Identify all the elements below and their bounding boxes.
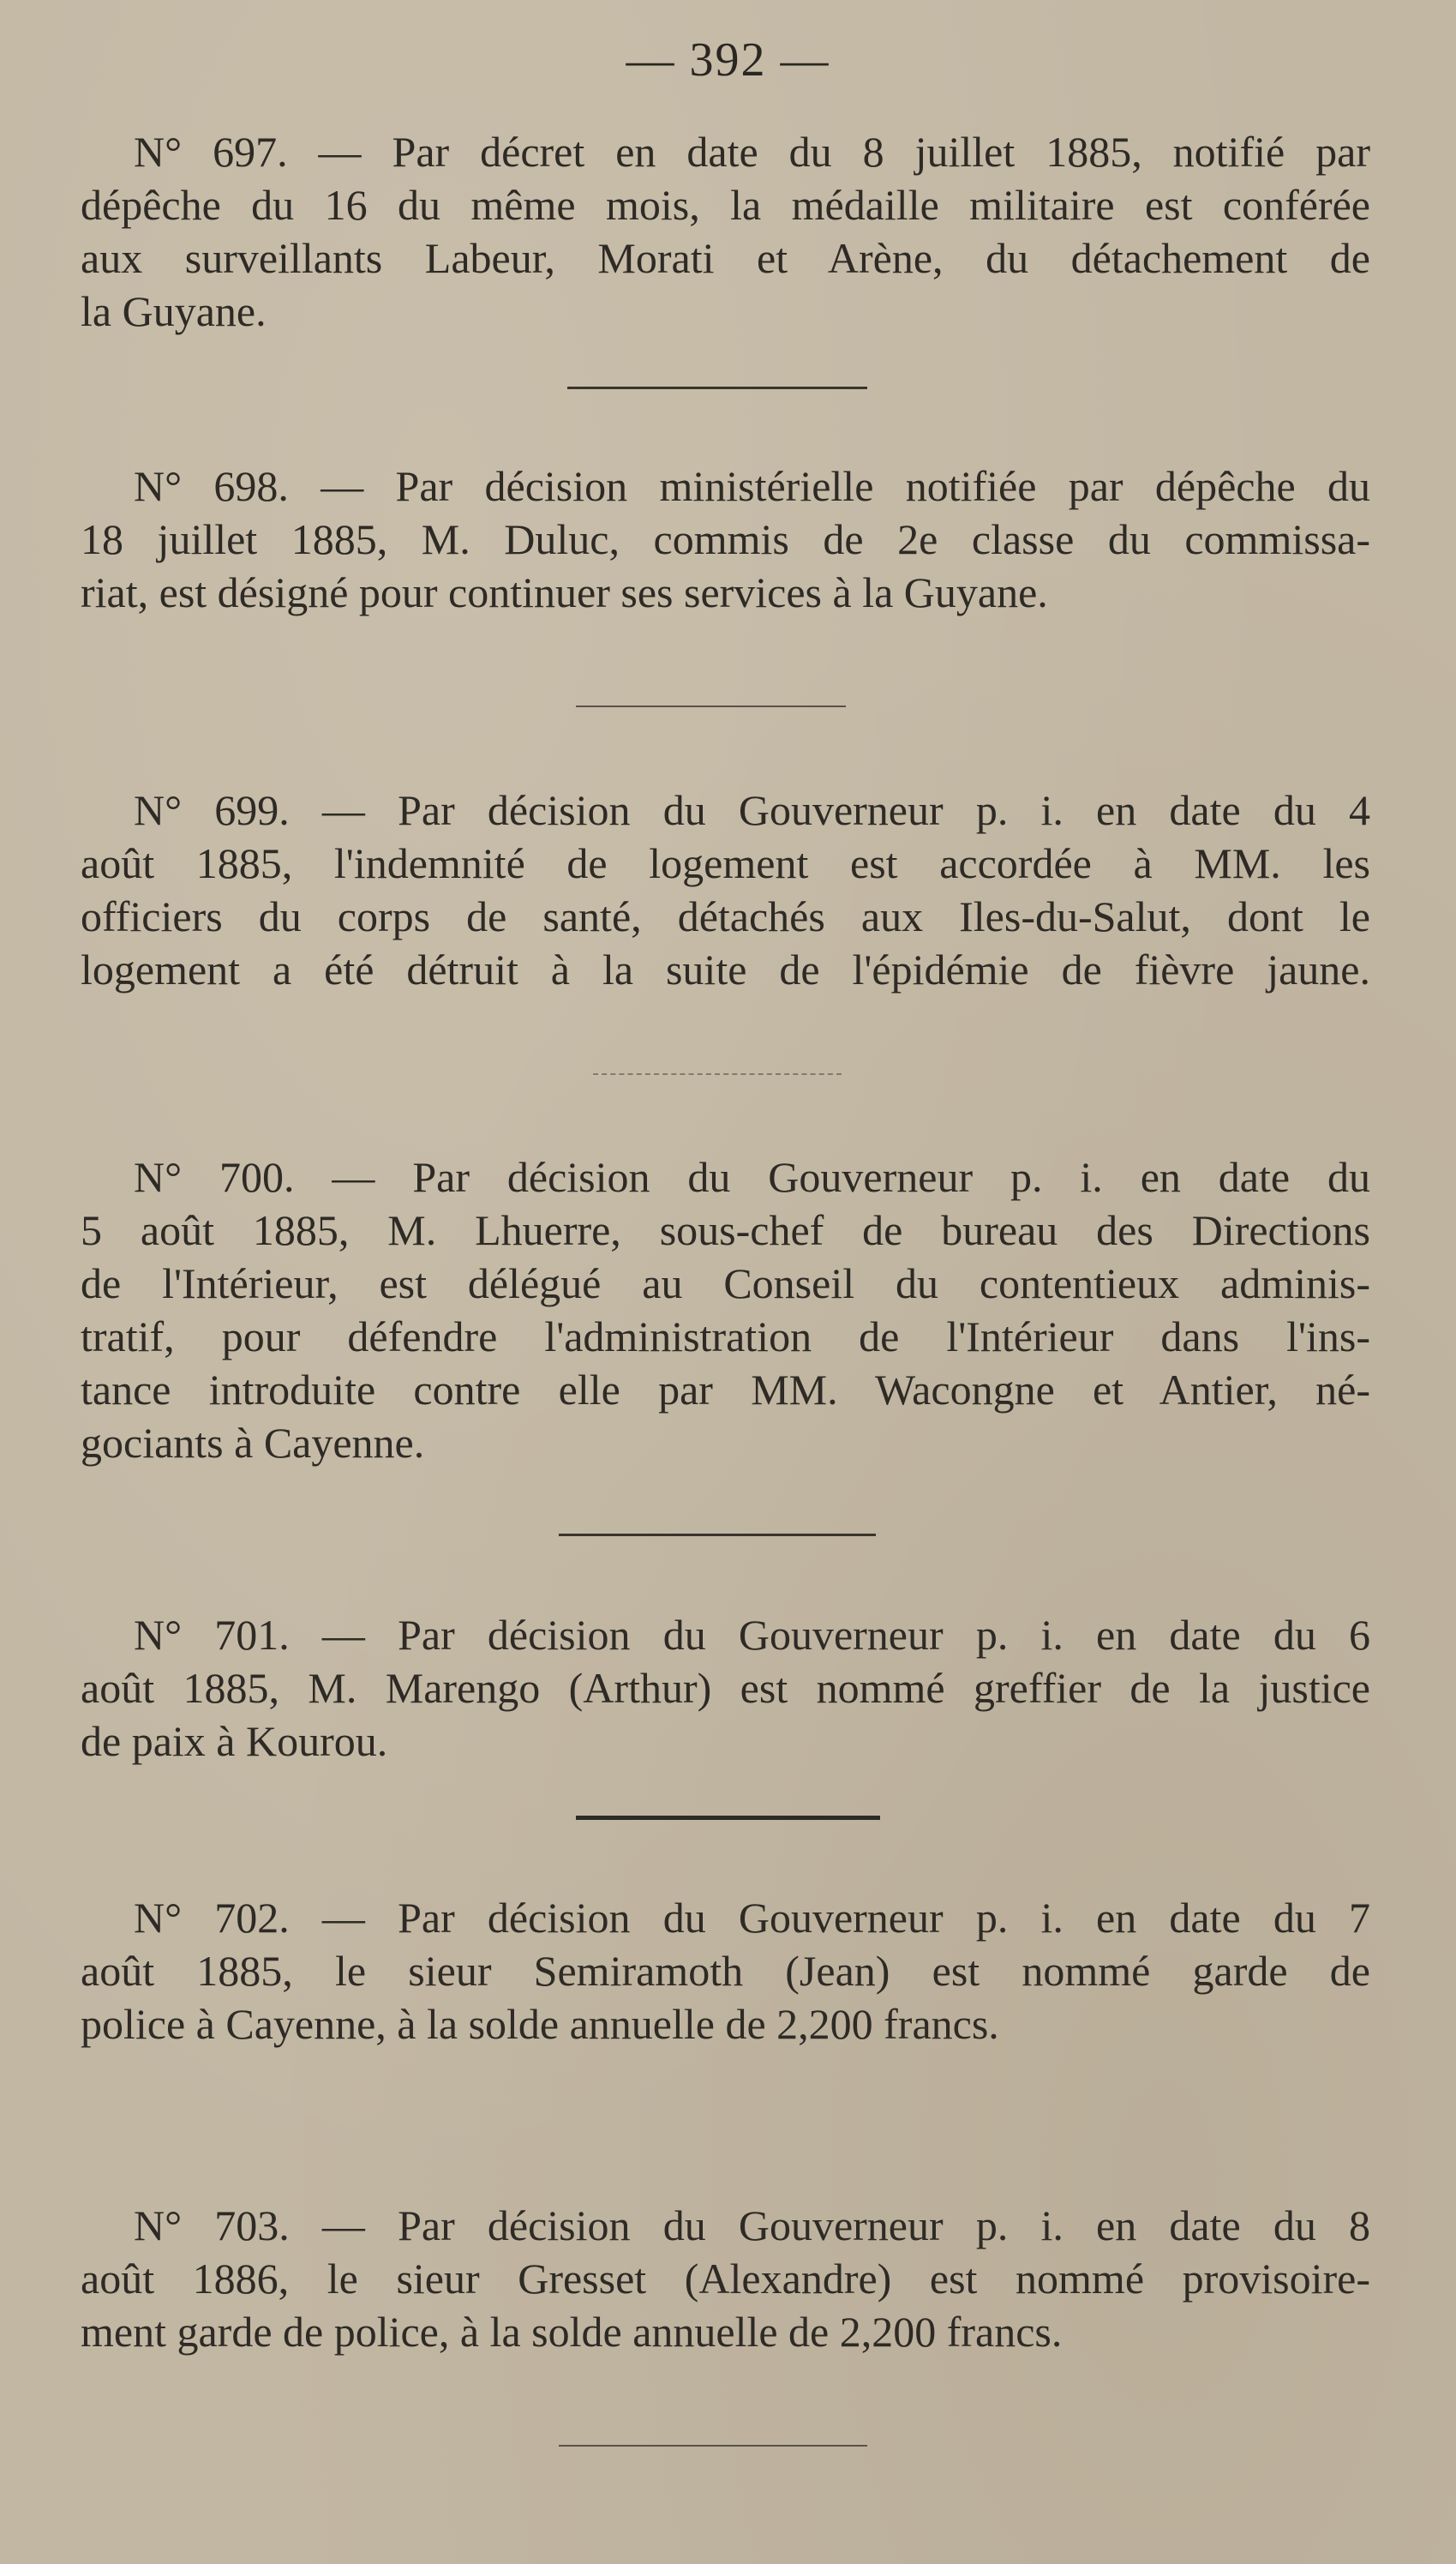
entry-701 <box>81 1608 1370 1768</box>
entry-line: ment garde de police, à la solde annuelle de 2,200 francs. <box>81 2308 1063 2356</box>
entry-line: aux surveillants Labeur, Morati et Arène, du détachement de <box>81 234 1370 282</box>
separator-rule <box>559 1534 876 1536</box>
entry-line: dépêche du 16 du même mois, la médaille militaire est conférée <box>81 181 1370 229</box>
entry-699 <box>81 784 1370 996</box>
entry-line: 18 juillet 1885, M. Duluc, commis de 2e classe du commissa- <box>81 515 1370 563</box>
entry-line: août 1885, M. Marengo (Arthur) est nommé greffier de la justice <box>81 1664 1370 1712</box>
entry-line: gociants à Cayenne. <box>81 1419 425 1467</box>
entry-line: août 1885, le sieur Semiramoth (Jean) est nommé garde de <box>81 1947 1370 1995</box>
entry-line: logement a été détruit à la suite de l'épidémie de fièvre jaune. <box>81 946 1370 994</box>
entry-line: la Guyane. <box>81 287 267 335</box>
entry-line: N° 702. — Par décision du Gouverneur p. i. en date du 7 <box>134 1894 1370 1942</box>
entry-line: riat, est désigné pour continuer ses services à la Guyane. <box>81 568 1048 616</box>
separator-rule <box>559 2445 867 2447</box>
separator-rule <box>576 1816 880 1820</box>
entry-line: de l'Intérieur, est délégué au Conseil du contentieux adminis- <box>81 1259 1370 1307</box>
entry-line: 5 août 1885, M. Lhuerre, sous-chef de bureau des Directions <box>81 1206 1370 1254</box>
entry-line: tance introduite contre elle par MM. Wacongne et Antier, né- <box>81 1366 1370 1414</box>
entry-line: de paix à Kourou. <box>81 1717 388 1765</box>
separator-rule <box>593 1073 842 1075</box>
entry-line: tratif, pour défendre l'administration de l'Intérieur dans l'ins- <box>81 1312 1370 1360</box>
entry-line: N° 697. — Par décret en date du 8 juillet 1885, notifié par <box>134 128 1370 176</box>
entry-line: N° 703. — Par décision du Gouverneur p. i. en date du 8 <box>134 2201 1370 2249</box>
entry-line: N° 699. — Par décision du Gouverneur p. i. en date du 4 <box>134 786 1370 834</box>
separator-rule <box>576 706 846 707</box>
entry-line: N° 700. — Par décision du Gouverneur p. i. en date du <box>134 1153 1370 1201</box>
entry-697 <box>81 125 1370 338</box>
entry-698 <box>81 459 1370 619</box>
entry-line: N° 701. — Par décision du Gouverneur p. i. en date du 6 <box>134 1611 1370 1659</box>
entry-line: officiers du corps de santé, détachés aux Iles-du-Salut, dont le <box>81 892 1370 940</box>
entry-line: police à Cayenne, à la solde annuelle de 2,200 francs. <box>81 2000 999 2048</box>
entry-703 <box>81 2199 1370 2358</box>
entry-line: août 1885, l'indemnité de logement est accordée à MM. les <box>81 839 1370 887</box>
entry-line: N° 698. — Par décision ministérielle notifiée par dépêche du <box>134 462 1370 510</box>
entry-702 <box>81 1891 1370 2051</box>
separator-rule <box>567 387 867 389</box>
entry-700 <box>81 1150 1370 1469</box>
entry-line: août 1886, le sieur Gresset (Alexandre) est nommé provisoire- <box>81 2255 1370 2303</box>
page-number: — 392 — <box>626 33 830 87</box>
